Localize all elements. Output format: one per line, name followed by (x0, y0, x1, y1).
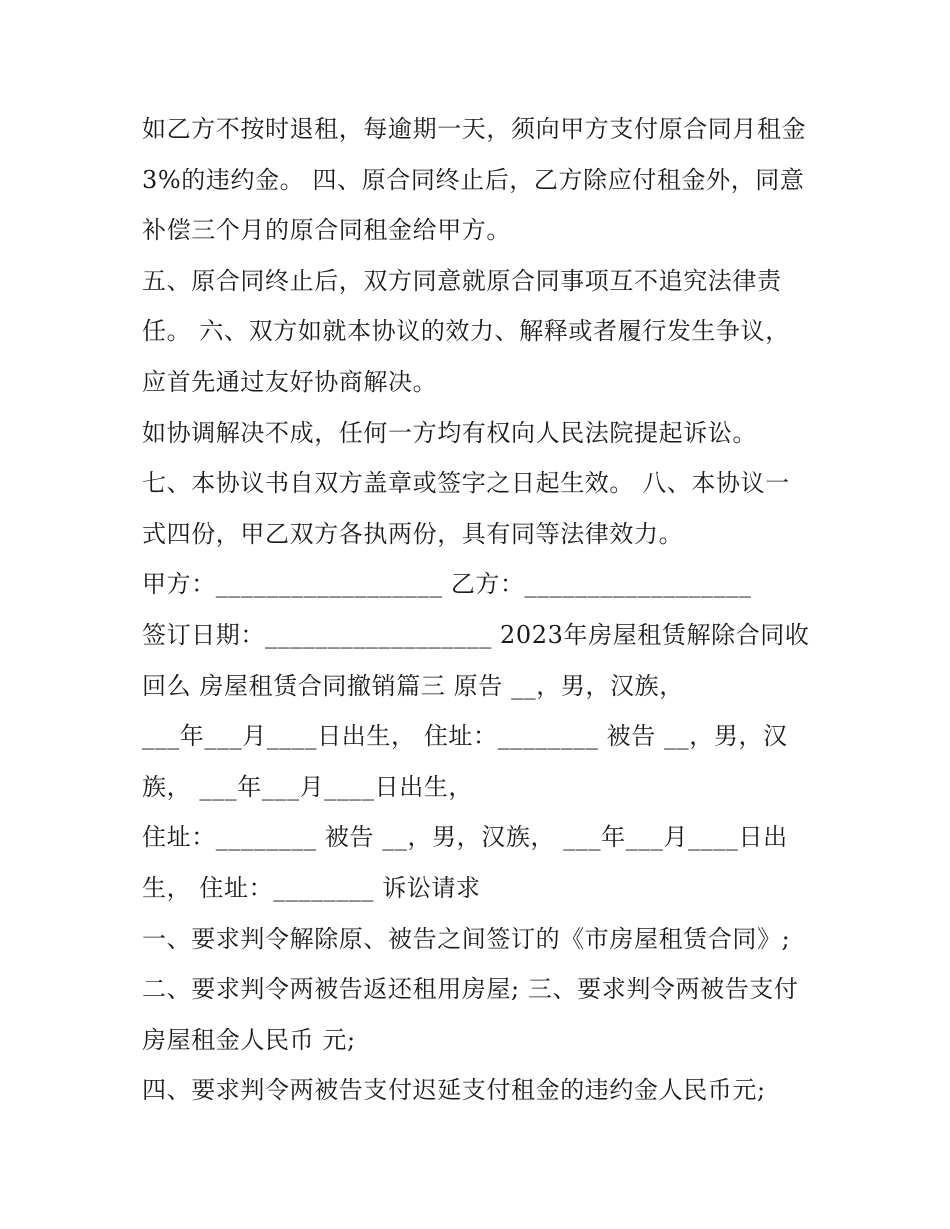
text-line-7: 如协调解决不成，任何一方均有权向人民法院提起诉讼。 (142, 418, 757, 447)
text-line-19: 房屋租金人民币 元; (142, 1025, 356, 1054)
text-line-15: 住址：________ 被告 __，男，汉族， ___年___月____日出 (142, 823, 788, 852)
signature-line: 甲方：__________________ 乙方：__________________ (142, 570, 752, 599)
document-body (142, 104, 822, 1116)
claim-item-1: 一、要求判令解除原、被告之间签订的《市房屋租赁合同》; (142, 924, 791, 953)
text-line-4: 五、原合同终止后，双方同意就原合同事项互不追究法律责 (142, 266, 782, 295)
text-line-8: 七、本协议书自双方盖章或签字之日起生效。 八、本协议一 (142, 469, 790, 498)
signing-date-line: 签订日期：__________________ 2023年房屋租赁解除合同收 (142, 620, 810, 649)
text-line-1: 如乙方不按时退租，每逾期一天，须向甲方支付原合同月租金 (142, 115, 807, 143)
text-line-3: 补偿三个月的原合同租金给甲方。 (142, 216, 511, 245)
claim-item-2-3: 二、要求判令两被告返还租用房屋; 三、要求判令两被告支付 (142, 975, 799, 1004)
text-line-13: ___年___月____日出生， 住址：________ 被告 __，男，汉 (142, 722, 788, 751)
text-line-14: 族， ___年___月____日出生， (142, 772, 474, 801)
text-line-16: 生， 住址：________ 诉讼请求 (142, 873, 481, 902)
text-line-6: 应首先通过友好协商解决。 (142, 367, 438, 396)
text-line-5: 任。 六、双方如就本协议的效力、解释或者履行发生争议， (142, 317, 790, 346)
claim-item-4: 四、要求判令两被告支付迟延支付租金的违约金人民币元; (142, 1076, 766, 1105)
text-line-12: 回么 房屋租赁合同撤销篇三 原告 __，男，汉族， (142, 671, 684, 700)
text-line-9: 式四份，甲乙双方各执两份，具有同等法律效力。 (142, 519, 684, 548)
text-line-2: 3%的违约金。 四、原合同终止后，乙方除应付租金外，同意 (142, 165, 805, 194)
